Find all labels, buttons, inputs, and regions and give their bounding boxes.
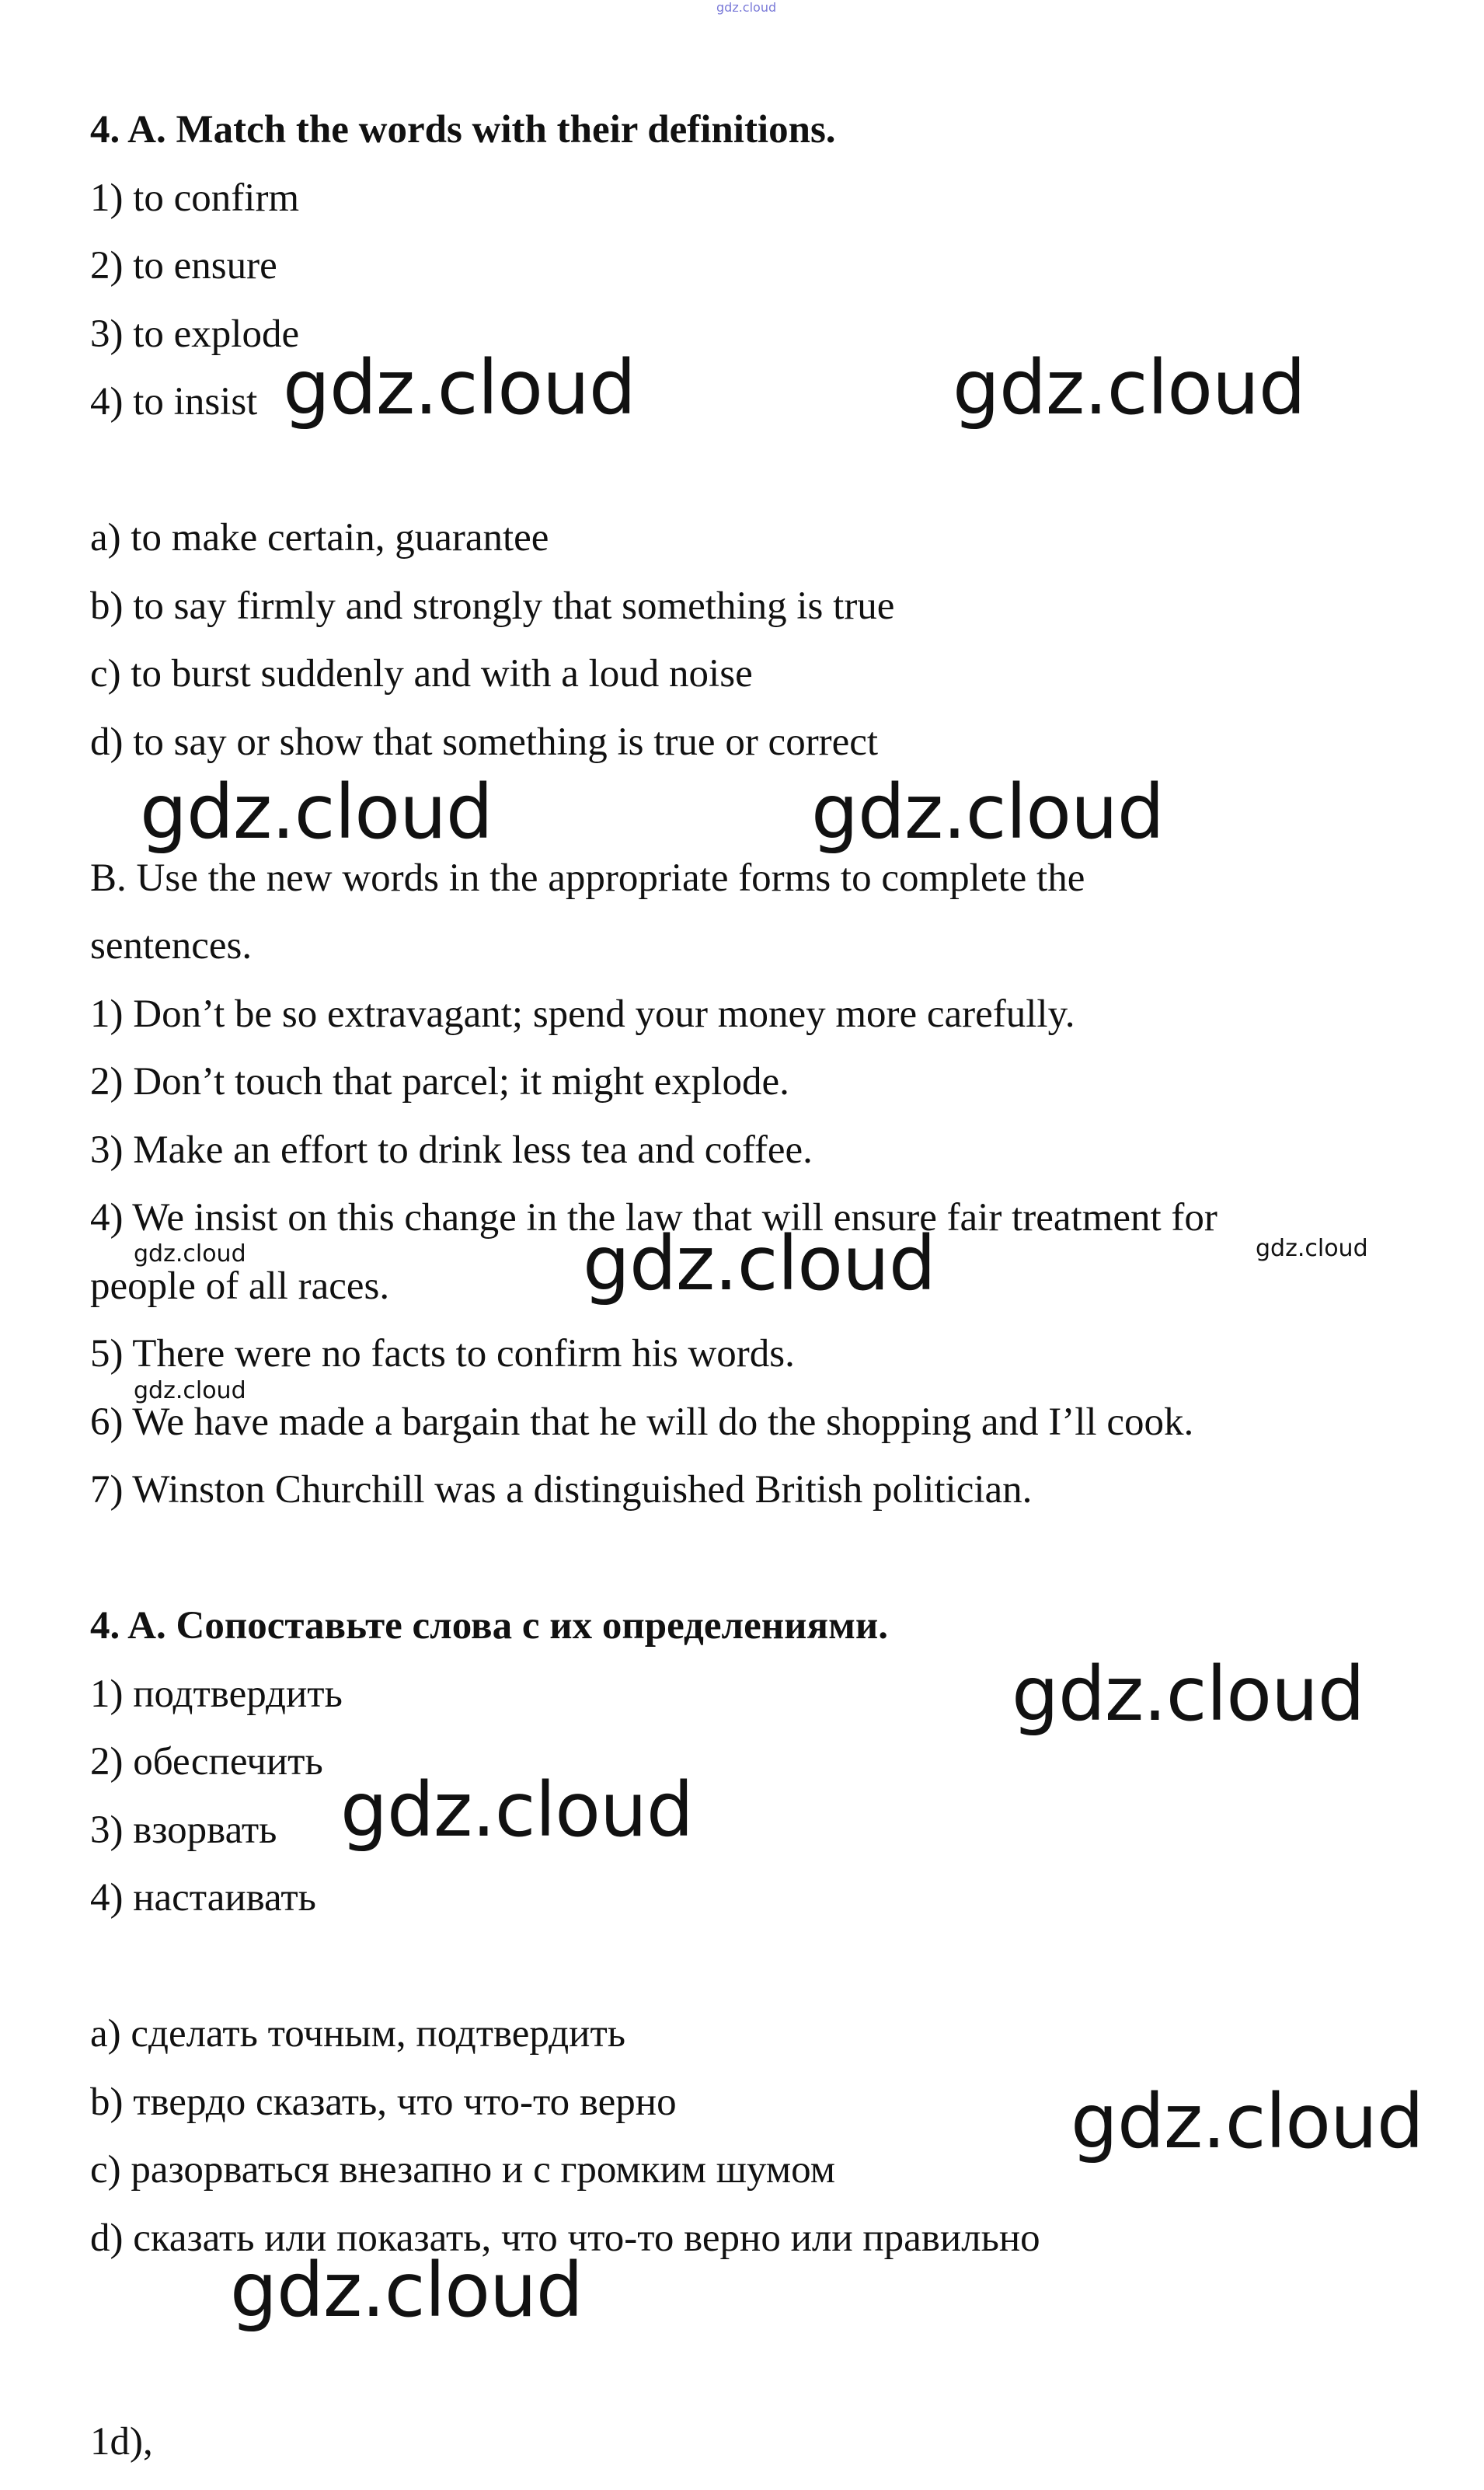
watermark: gdz.cloud bbox=[134, 1377, 246, 1404]
watermark: gdz.cloud bbox=[134, 1240, 246, 1268]
sentence-item: 6) We have made a bargain that he will do the shopping and I’ll cook. bbox=[90, 1400, 1194, 1444]
sentence-item-cont: people of all races. bbox=[90, 1264, 390, 1308]
sentence-item: 1) Don’t be so extravagant; spend your money more carefully. bbox=[90, 992, 1075, 1036]
definition-item-ru: b) твердо сказать, что что-то верно bbox=[90, 2080, 677, 2124]
sentence-item: 3) Make an effort to drink less tea and coffee. bbox=[90, 1128, 813, 1172]
definition-item: a) to make certain, guarantee bbox=[90, 516, 549, 560]
word-item: 3) to explode bbox=[90, 312, 300, 356]
watermark: gdz.cloud bbox=[953, 344, 1305, 431]
definition-item: b) to say firmly and strongly that something is true bbox=[90, 584, 895, 628]
task-b-instruction-cont: sentences. bbox=[90, 924, 253, 968]
sentence-item: 4) We insist on this change in the law that will ensure fair treatment for bbox=[90, 1196, 1218, 1240]
definition-item: c) to burst suddenly and with a loud noise bbox=[90, 652, 753, 696]
watermark: gdz.cloud bbox=[140, 769, 493, 856]
answer-start: 1d), bbox=[90, 2420, 153, 2464]
word-item-ru: 1) подтвердить bbox=[90, 1672, 343, 1716]
definition-item: d) to say or show that something is true or correct bbox=[90, 720, 879, 764]
word-item-ru: 4) настаивать bbox=[90, 1876, 316, 1920]
watermark: gdz.cloud bbox=[340, 1766, 693, 1854]
sentence-item: 2) Don’t touch that parcel; it might explode. bbox=[90, 1060, 789, 1104]
word-item: 2) to ensure bbox=[90, 244, 277, 288]
word-item: 4) to insist bbox=[90, 380, 258, 424]
watermark: gdz.cloud bbox=[1071, 2078, 1423, 2165]
definition-item-ru: a) сделать точным, подтвердить bbox=[90, 2012, 626, 2056]
watermark: gdz.cloud bbox=[583, 1220, 935, 1307]
top-watermark: gdz.cloud bbox=[716, 0, 777, 15]
sentence-item: 5) There were no facts to confirm his words. bbox=[90, 1332, 795, 1376]
exercise-title-ru: 4. A. Сопоставьте слова с их определениями. bbox=[90, 1604, 888, 1648]
watermark: gdz.cloud bbox=[811, 769, 1164, 856]
task-b-instruction: B. Use the new words in the appropriate forms to complete the bbox=[90, 856, 1085, 900]
word-item: 1) to confirm bbox=[90, 176, 300, 220]
watermark: gdz.cloud bbox=[1012, 1651, 1364, 1738]
definition-item-ru: d) сказать или показать, что что-то верно или правильно bbox=[90, 2216, 1040, 2260]
watermark: gdz.cloud bbox=[1256, 1235, 1368, 1262]
word-item-ru: 3) взорвать bbox=[90, 1808, 277, 1852]
exercise-title-en: 4. A. Match the words with their definitions. bbox=[90, 108, 836, 152]
word-item-ru: 2) обеспечить bbox=[90, 1740, 323, 1784]
watermark: gdz.cloud bbox=[283, 344, 636, 431]
definition-item-ru: c) разорваться внезапно и с громким шумом bbox=[90, 2148, 835, 2192]
sentence-item: 7) Winston Churchill was a distinguished British politician. bbox=[90, 1468, 1033, 1512]
watermark: gdz.cloud bbox=[230, 2247, 583, 2334]
